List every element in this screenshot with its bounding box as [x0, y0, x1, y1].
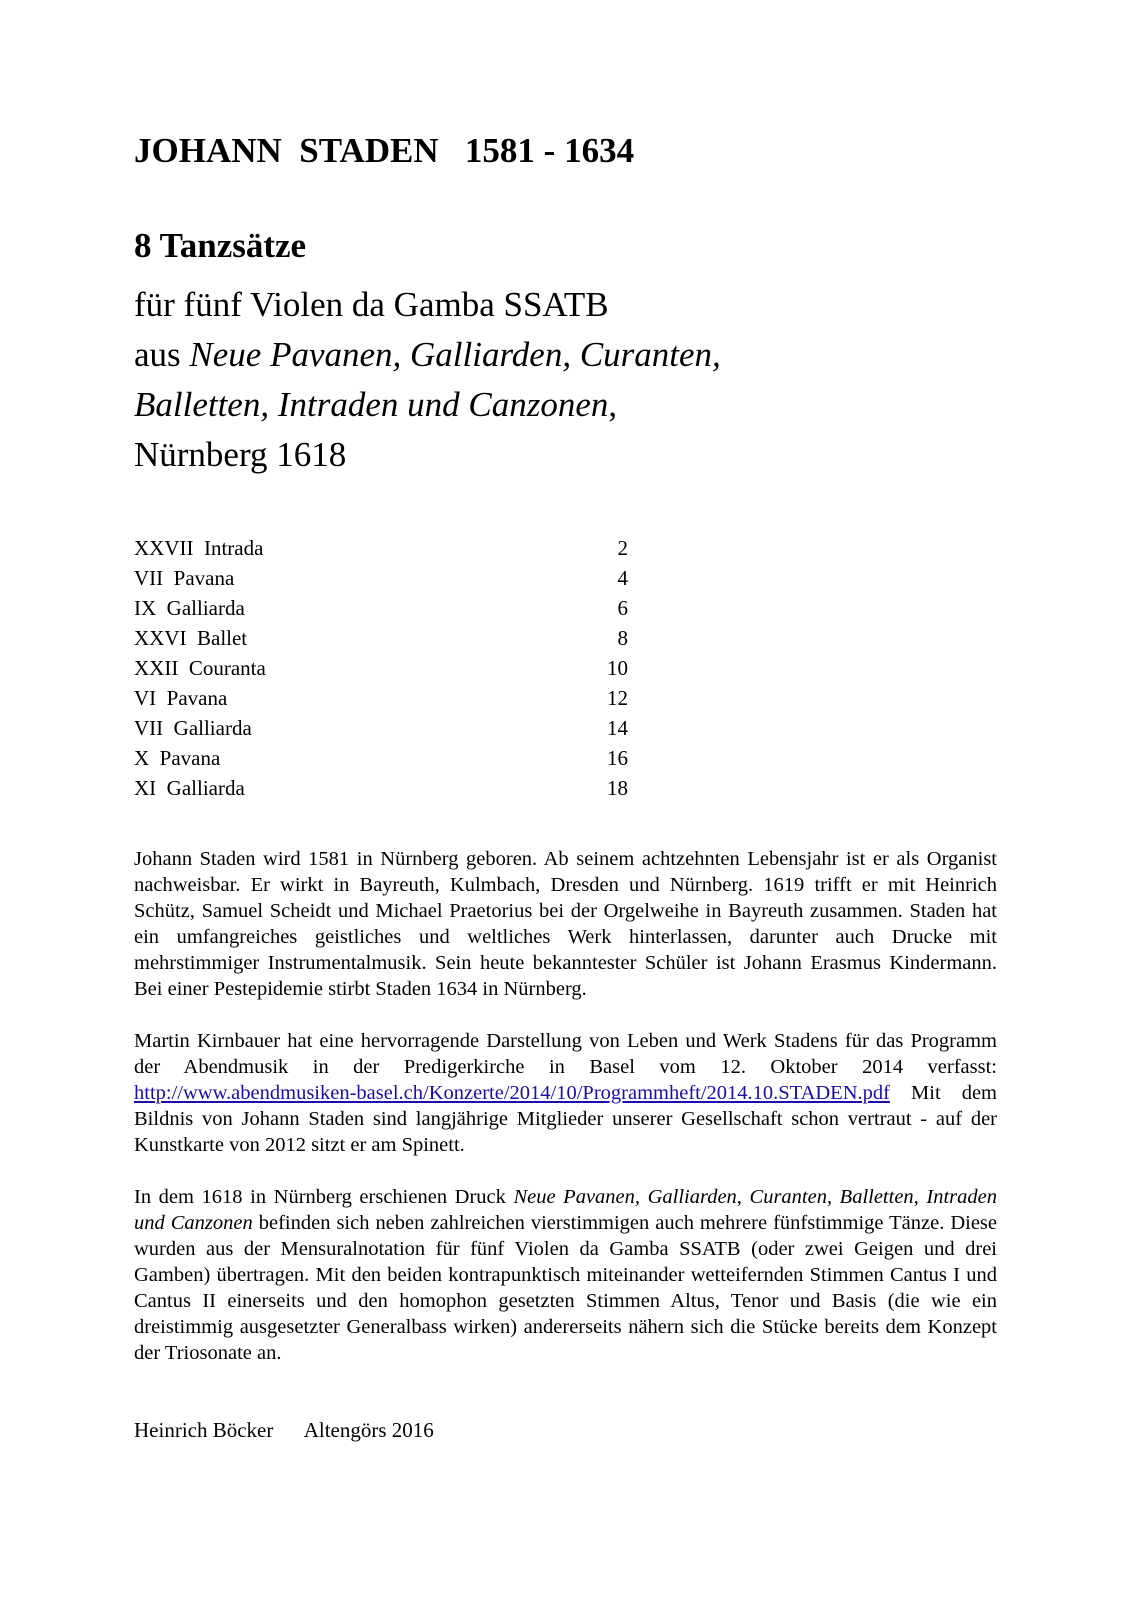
toc-page-number: 16	[607, 746, 628, 770]
toc-row	[134, 773, 628, 803]
reference-text: Martin Kirnbauer hat eine hervorragende Darstellung von Leben und Werk Stadens für das Programm der Abendmusik in der Predigerkirche in Basel vom 12. Oktober 2014 verfasst:	[134, 1030, 997, 1078]
toc-page-number: 18	[607, 776, 628, 800]
toc-title: IX Galliarda	[134, 596, 245, 620]
biography-paragraph: Johann Staden wird 1581 in Nürnberg geboren. Ab seinem achtzehnten Lebensjahr ist er als Organist nachweisbar. Er wirkt in Bayreuth, Kulmbach, Dresden und Nürnberg. 1619 trifft er mit Heinrich Schütz, Samuel Scheidt und Michael Praetorius bei der Orgelweihe in Bayreuth zusammen. Staden hat ein umfangreiches geistliches und weltliches Werk hinterlassen, darunter auch Drucke mit mehrstimmiger Instrumentalmusik. Sein heute bekanntester Schüler ist Johann Erasmus Kindermann. Bei einer Pestepidemie stirbt Staden 1634 in Nürnberg.	[134, 848, 997, 1000]
toc-page-number: 8	[617, 626, 628, 650]
subtitle-prefix: aus	[134, 335, 190, 374]
work-title: 8 Tanzsätze	[134, 226, 307, 265]
subtitle-line-1: für fünf Violen da Gamba SSATB	[134, 285, 609, 324]
toc-row	[134, 683, 628, 713]
toc-row	[134, 593, 628, 623]
work-subtitle	[134, 280, 721, 480]
toc-page-number: 14	[607, 716, 628, 740]
toc-title: XXVII Intrada	[134, 536, 264, 560]
subtitle-line-3	[134, 380, 721, 430]
toc-title: XXII Couranta	[134, 656, 266, 680]
toc-row	[134, 533, 628, 563]
toc-title: VI Pavana	[134, 686, 228, 710]
signature-line: Heinrich Böcker Altengörs 2016	[134, 1418, 434, 1442]
subtitle-line-2	[134, 330, 721, 380]
subtitle-line-4: Nürnberg 1618	[134, 435, 347, 474]
edition-text-end: befinden sich neben zahlreichen vierstimmigen auch mehrere fünfstimmige Tänze. Diese wurden aus der Mensuralnotation für fünf Violen da Gamba SSATB (oder zwei Geigen und drei Gamben) übertragen. Mit den beiden kontrapunktisch miteinander wetteifernden Stimmen Cantus I und Cantus II einerseits und den homophon gesetzten Stimmen Altus, Tenor und Basis (die wie ein dreistimmig ausgesetzter Generalbass wirken) andererseits nähern sich die Stücke bereits dem Konzept der Triosonate an.	[134, 1212, 997, 1364]
toc-title: X Pavana	[134, 746, 221, 770]
program-booklet-link[interactable]: http://www.abendmusiken-basel.ch/Konzerte/2014/10/Programmheft/2014.10.STADEN.pdf	[134, 1082, 890, 1104]
toc-title: VII Galliarda	[134, 716, 252, 740]
toc-row	[134, 743, 628, 773]
toc-page-number: 4	[617, 566, 628, 590]
subtitle-source-title-1: Neue Pavanen, Galliarden, Curanten,	[189, 335, 721, 374]
edition-text-start: In dem 1618 in Nürnberg erschienen Druck	[134, 1186, 514, 1208]
reference-paragraph	[134, 1028, 997, 1158]
toc-row	[134, 713, 628, 743]
source-print-title: Neue Pavanen, Galliarden, Curanten, Balletten, Intraden und Canzonen	[134, 1186, 997, 1234]
toc-page-number: 6	[617, 596, 628, 620]
toc-page-number: 10	[607, 656, 628, 680]
subtitle-comma: ,	[608, 385, 618, 424]
body-text	[134, 846, 997, 1392]
toc-row	[134, 563, 628, 593]
toc-title: XI Galliarda	[134, 776, 245, 800]
toc-row	[134, 653, 628, 683]
toc-page-number: 2	[617, 536, 628, 560]
portrait-text: Mit dem Bildnis von Johann Staden sind langjährige Mitglieder unserer Gesellschaft schon vertraut - auf der Kunstkarte von 2012 sitzt er am Spinett.	[134, 1082, 997, 1156]
toc-title: VII Pavana	[134, 566, 235, 590]
edition-paragraph	[134, 1184, 997, 1366]
table-of-contents	[134, 533, 628, 803]
toc-page-number: 12	[607, 686, 628, 710]
composer-heading: JOHANN STADEN 1581 - 1634	[134, 131, 635, 170]
toc-row	[134, 623, 628, 653]
subtitle-source-title-2: Balletten, Intraden und Canzonen	[134, 385, 609, 424]
toc-title: XXVI Ballet	[134, 626, 248, 650]
